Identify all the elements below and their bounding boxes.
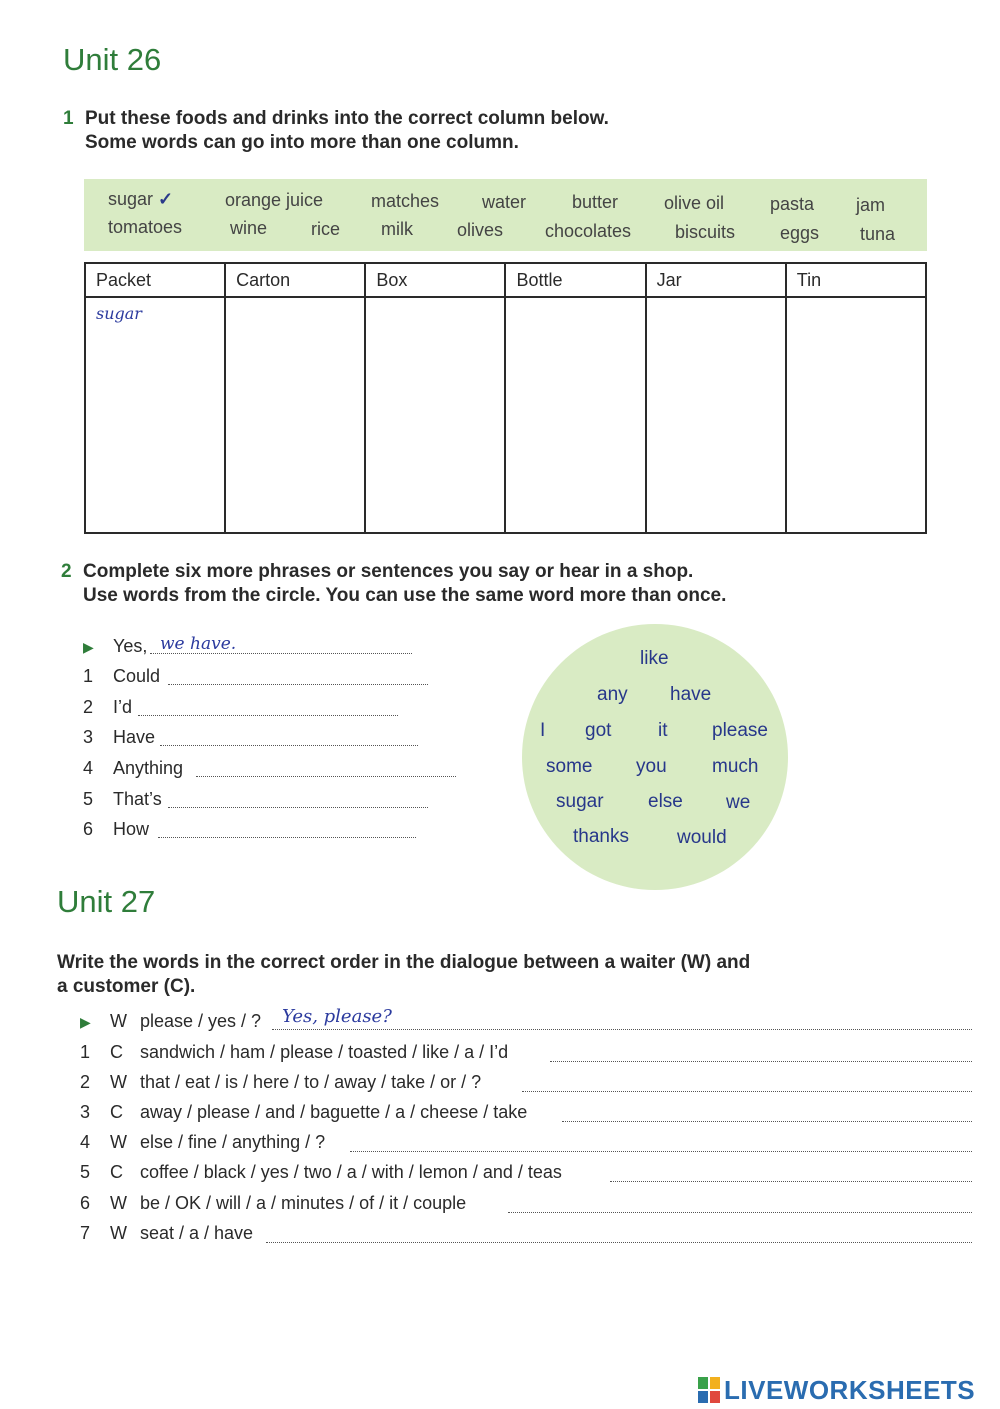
ex2-answer-5[interactable]	[168, 807, 428, 808]
word-butter: butter	[572, 192, 619, 212]
u27-item-7: 7 W seat / a / have	[80, 1223, 254, 1243]
word-wine: wine	[230, 218, 268, 238]
u27-answer-4[interactable]	[350, 1151, 972, 1152]
column-packet: Packet	[85, 263, 225, 297]
exercise-2-instructions	[61, 560, 727, 608]
word-orange-juice: orange juice	[225, 190, 324, 210]
exercise-2-line-1: Complete six more phrases or sentences you say or hear in a shop.	[83, 561, 694, 582]
u27-example-row: ▶ W please / yes / ?	[80, 1011, 262, 1031]
logo-icon	[698, 1377, 720, 1403]
u27-answer-5[interactable]	[610, 1181, 972, 1182]
arrow-icon: ▶	[83, 639, 94, 655]
ex2-example-row: ▶ Yes,	[83, 636, 148, 656]
circle-word-thanks: thanks	[573, 826, 629, 847]
exercise-1-line-2: Some words can go into more than one column.	[85, 132, 519, 153]
word-eggs: eggs	[780, 223, 820, 243]
category-table	[84, 262, 927, 534]
word-chocolates: chocolates	[545, 221, 632, 241]
word-tomatoes: tomatoes	[108, 217, 183, 237]
circle-word-we: we	[726, 792, 751, 813]
column-carton: Carton	[225, 263, 365, 297]
ex2-item-5: 5 That’s	[83, 789, 162, 809]
word-olive-oil: olive oil	[664, 193, 725, 213]
u27-item-1: 1 C sandwich / ham / please / toasted / like / a / I’d	[80, 1042, 509, 1062]
circle-word-it: it	[658, 720, 668, 741]
u27-answer-7[interactable]	[266, 1242, 972, 1243]
u27-item-2: 2 W that / eat / is / here / to / away / take / or / ?	[80, 1072, 482, 1092]
tin-answer-cell[interactable]	[786, 297, 926, 533]
circle-word-have: have	[670, 684, 712, 705]
circle-word-would: would	[677, 827, 727, 848]
ex2-item-1: 1 Could	[83, 666, 161, 686]
circle-word-any: any	[597, 684, 628, 705]
jar-answer-cell[interactable]	[646, 297, 786, 533]
unit-26-title: Unit 26	[63, 42, 162, 77]
word-sugar: sugar ✓	[108, 189, 174, 209]
ex2-answer-4[interactable]	[196, 776, 456, 777]
ex2-item-2: 2 I’d	[83, 697, 133, 717]
bottle-answer-cell[interactable]	[505, 297, 645, 533]
arrow-icon: ▶	[80, 1014, 91, 1030]
u27-answer-6[interactable]	[508, 1212, 972, 1213]
ex2-example-answer: we have.	[160, 634, 237, 654]
unit-27-line-2: a customer (C).	[57, 976, 196, 997]
u27-answer-3[interactable]	[562, 1121, 972, 1122]
word-tuna: tuna	[860, 224, 896, 244]
box-answer-cell[interactable]	[365, 297, 505, 533]
ex2-item-4: 4 Anything	[83, 758, 184, 778]
tick-icon: ✓	[158, 189, 174, 209]
circle-word-much: much	[712, 756, 759, 777]
circle-word-sugar: sugar	[556, 791, 604, 812]
ex2-answer-3[interactable]	[160, 745, 418, 746]
column-box: Box	[365, 263, 505, 297]
exercise-2-number: 2	[61, 561, 72, 582]
exercise-2-line-2: Use words from the circle. You can use the same word more than once.	[83, 585, 727, 606]
word-rice: rice	[311, 219, 341, 239]
word-matches: matches	[371, 191, 440, 211]
word-milk: milk	[381, 219, 413, 239]
exercise-1-line-1: Put these foods and drinks into the correct column below.	[85, 108, 609, 129]
unit-27-title: Unit 27	[57, 884, 156, 919]
ex2-answer-6[interactable]	[158, 837, 416, 838]
circle-word-like: like	[640, 648, 669, 669]
ex2-example-line	[150, 653, 412, 654]
u27-answer-2[interactable]	[522, 1091, 972, 1092]
liveworksheets-logo	[698, 1375, 998, 1405]
u27-item-5: 5 C coffee / black / yes / two / a / with / lemon / and / teas	[80, 1162, 562, 1182]
exercise-1-number: 1	[63, 108, 74, 129]
exercise-1-instructions	[63, 107, 609, 155]
word-biscuits: biscuits	[675, 222, 736, 242]
column-jar: Jar	[646, 263, 786, 297]
word-water: water	[482, 192, 527, 212]
word-pasta: pasta	[770, 194, 815, 214]
circle-word-got: got	[585, 720, 612, 741]
u27-example-answer: Yes, please?	[282, 1006, 392, 1027]
column-bottle: Bottle	[505, 263, 645, 297]
circle-word-please: please	[712, 720, 768, 741]
circle-word-some: some	[546, 756, 593, 777]
word-jam: jam	[856, 195, 886, 215]
packet-answer-cell[interactable]	[85, 297, 225, 533]
u27-item-6: 6 W be / OK / will / a / minutes / of / it / couple	[80, 1193, 467, 1213]
circle-word-you: you	[636, 756, 667, 777]
ex2-item-6: 6 How	[83, 819, 150, 839]
u27-item-4: 4 W else / fine / anything / ?	[80, 1132, 326, 1152]
ex2-item-3: 3 Have	[83, 727, 156, 747]
u27-answer-1[interactable]	[550, 1061, 972, 1062]
column-tin: Tin	[786, 263, 926, 297]
packet-example-answer: sugar	[96, 304, 142, 323]
circle-word-i: I	[540, 720, 546, 741]
u27-item-3: 3 C away / please / and / baguette / a / cheese / take	[80, 1102, 528, 1122]
unit-27-line-1: Write the words in the correct order in the dialogue between a waiter (W) and	[57, 952, 751, 973]
ex2-answer-1[interactable]	[168, 684, 428, 685]
logo-text: LIVEWORKSHEETS	[724, 1375, 976, 1405]
unit-27-instructions	[57, 951, 750, 999]
ex2-answer-2[interactable]	[138, 715, 398, 716]
word-box	[84, 179, 927, 251]
u27-example-line	[272, 1029, 972, 1030]
circle-word-else: else	[648, 791, 683, 812]
carton-answer-cell[interactable]	[225, 297, 365, 533]
word-olives: olives	[457, 220, 504, 240]
